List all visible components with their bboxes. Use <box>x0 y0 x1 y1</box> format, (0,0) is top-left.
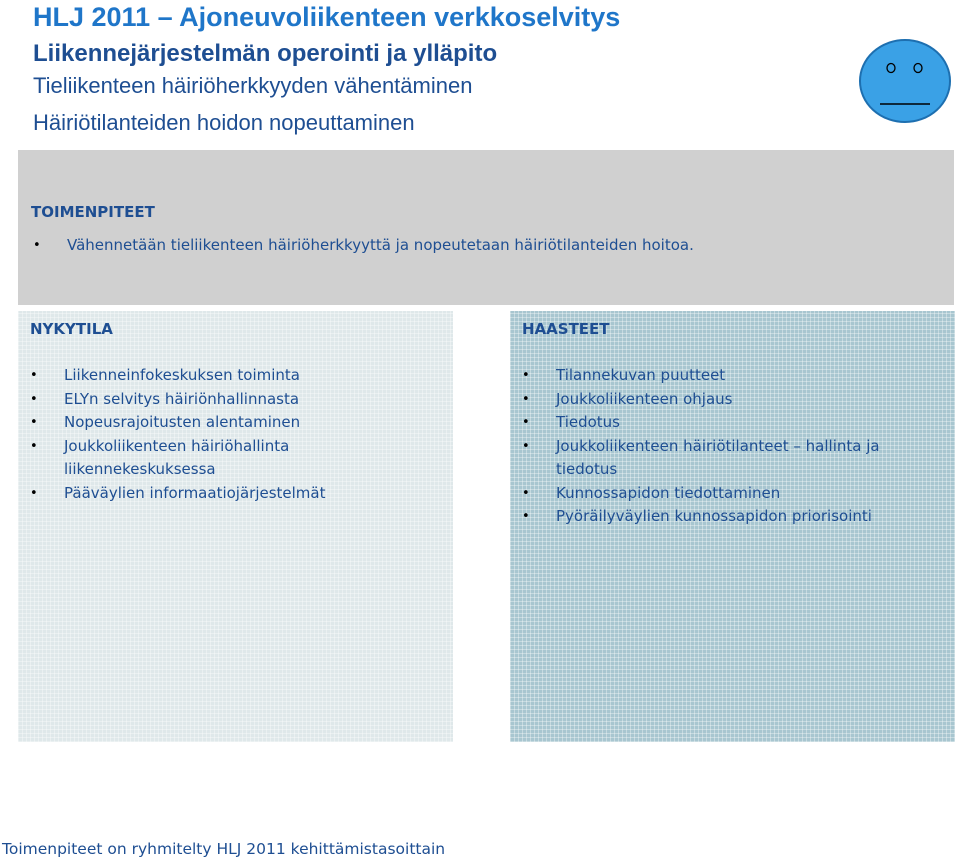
topic-line: Tieliikenteen häiriöherkkyyden vähentäminen <box>33 73 473 98</box>
page-title: HLJ 2011 – Ajoneuvoliikenteen verkkoselvitys <box>33 2 621 32</box>
bullet-icon: • <box>522 368 530 383</box>
list-item-text: Joukkoliikenteen ohjaus <box>556 389 733 408</box>
haasteet-heading: HAASTEET <box>522 320 610 338</box>
list-item <box>31 234 694 258</box>
bullet-icon: • <box>30 368 38 383</box>
list-item-text: Tilannekuvan puutteet <box>556 366 726 384</box>
bullet-icon: • <box>522 485 530 501</box>
list-item-text: Pääväylien informaatiojärjestelmät <box>64 483 326 502</box>
bullet-icon: • <box>30 391 38 407</box>
page-subtitle: Liikennejärjestelmän operointi ja ylläpito <box>33 40 498 67</box>
list-item-text: Kunnossapidon tiedottaminen <box>556 483 781 502</box>
list-item-text: Nopeusrajoitusten alentaminen <box>64 413 301 431</box>
list-item <box>520 482 950 506</box>
bullet-icon: • <box>30 438 38 454</box>
list-item-text: Joukkoliikenteen häiriötilanteet – hallinta ja tiedotus <box>556 436 880 478</box>
bullet-icon: • <box>30 415 38 430</box>
list-item <box>28 411 448 435</box>
bullet-icon: • <box>522 509 530 524</box>
list-item <box>520 411 950 435</box>
nykytila-list <box>28 364 448 505</box>
toimenpiteet-box <box>18 150 954 305</box>
list-item-text: Tiedotus <box>556 413 620 431</box>
haasteet-panel <box>510 311 955 742</box>
bullet-icon: • <box>522 438 530 454</box>
list-item <box>520 364 950 388</box>
toimenpiteet-list <box>31 234 694 258</box>
list-item-text: Pyöräilyväylien kunnossapidon priorisointi <box>556 507 872 525</box>
bullet-icon: • <box>522 415 530 430</box>
list-item-text: Liikenneinfokeskuksen toiminta <box>64 366 300 384</box>
bullet-icon: • <box>522 391 530 407</box>
list-item <box>28 388 448 412</box>
list-item-text: Vähennetään tieliikenteen häiriöherkkyyttä ja nopeutetaan häiriötilanteiden hoitoa. <box>67 236 694 254</box>
footer-note: Toimenpiteet on ryhmitelty HLJ 2011 kehittämistasoittain <box>2 840 446 858</box>
nykytila-heading: NYKYTILA <box>30 320 113 338</box>
list-item-text: ELYn selvitys häiriönhallinnasta <box>64 389 300 408</box>
list-item <box>28 435 314 482</box>
list-item <box>520 505 950 529</box>
neutral-face-icon <box>858 38 952 124</box>
bullet-icon: • <box>30 485 38 501</box>
list-item <box>520 388 950 412</box>
nykytila-panel <box>18 311 453 742</box>
haasteet-list <box>520 364 950 529</box>
toimenpiteet-heading: TOIMENPITEET <box>31 203 155 221</box>
list-item <box>520 435 926 482</box>
bullet-icon: • <box>33 238 41 253</box>
list-item-text: Joukkoliikenteen häiriöhallinta liikennekeskuksessa <box>64 436 290 478</box>
subtopic-line: Häiriötilanteiden hoidon nopeuttaminen <box>33 110 415 135</box>
list-item <box>28 482 448 506</box>
list-item <box>28 364 448 388</box>
